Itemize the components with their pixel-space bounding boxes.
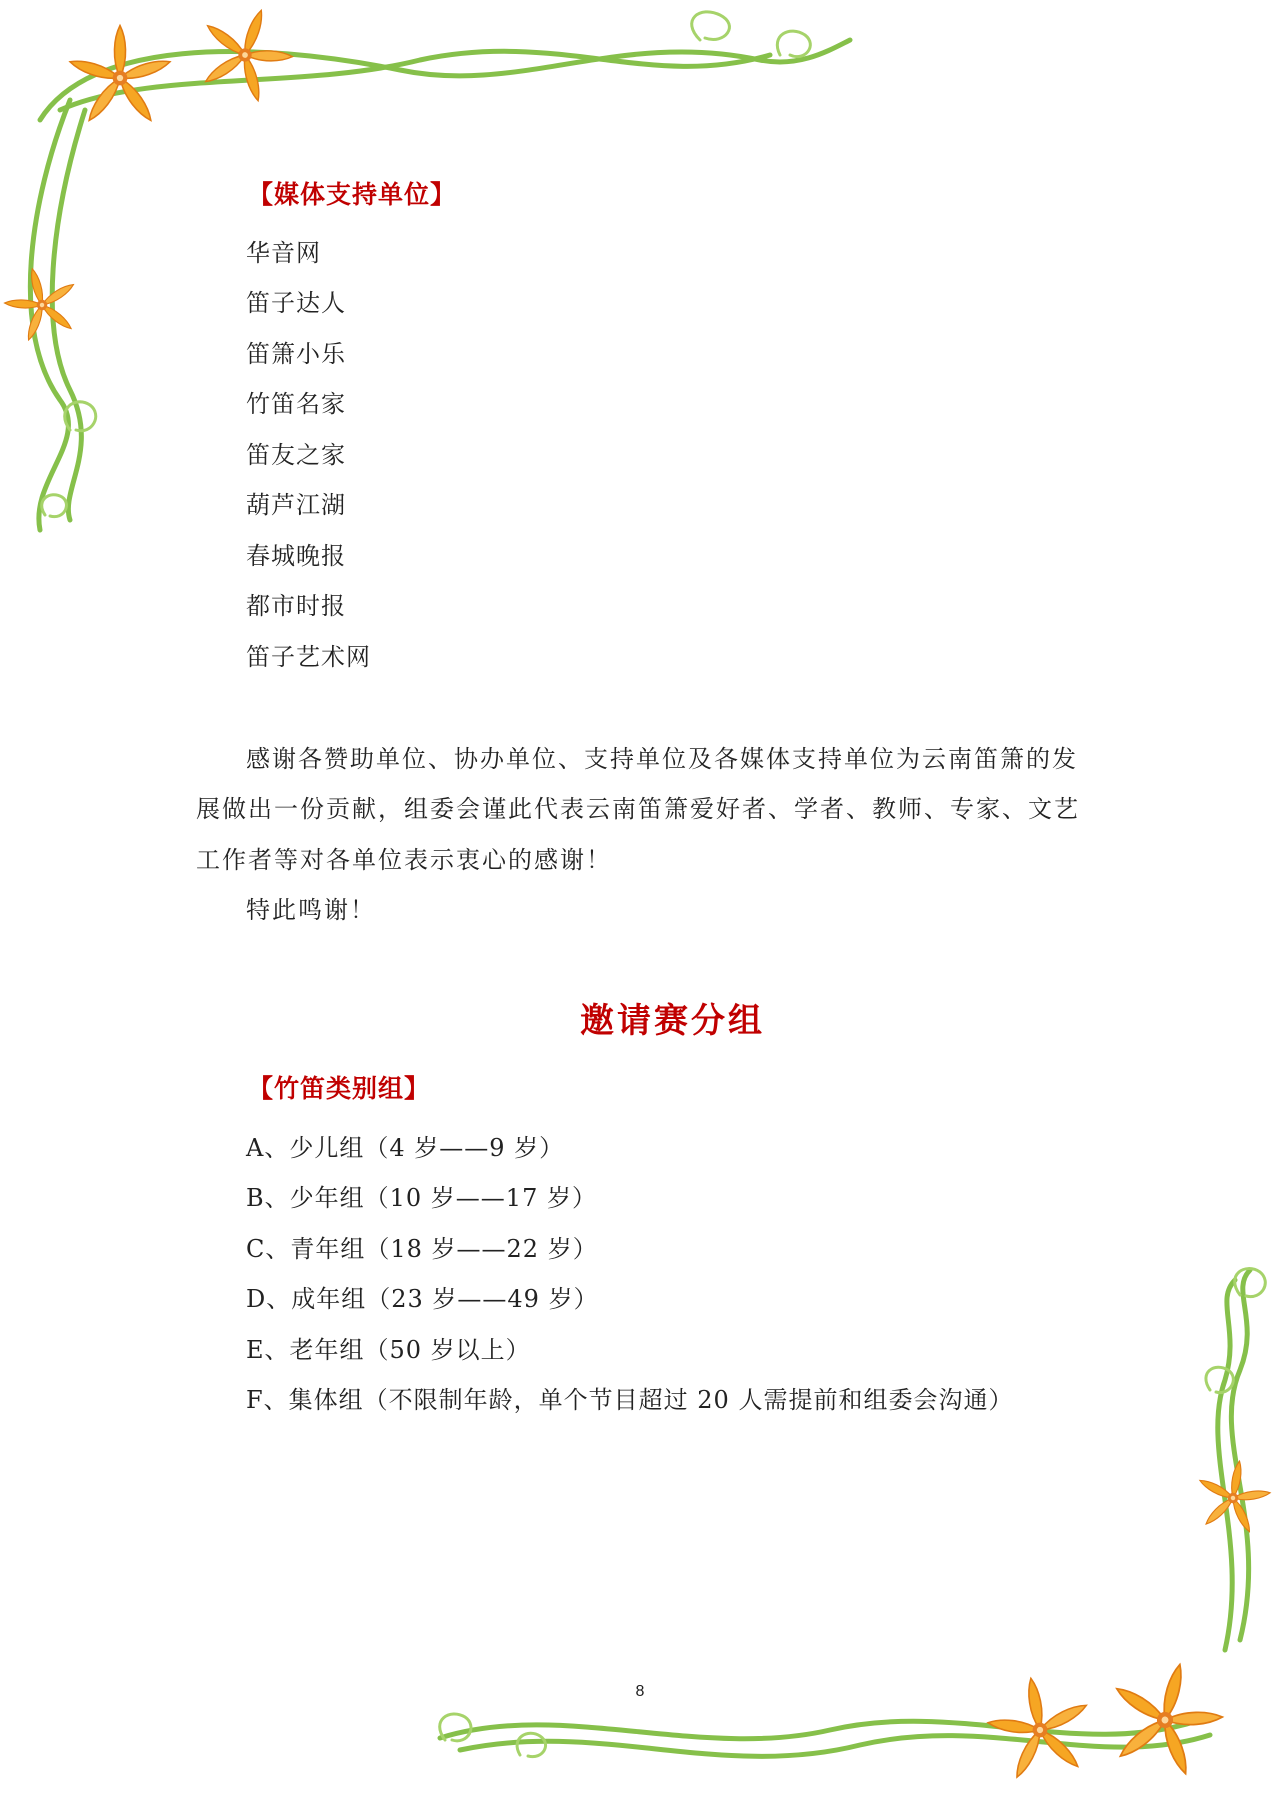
media-list-item: 华音网 bbox=[246, 239, 321, 267]
media-support-heading: 【媒体支持单位】 bbox=[248, 180, 457, 209]
group-list-item: C、青年组（18 岁——22 岁） bbox=[246, 1235, 598, 1263]
media-list-item: 春城晚报 bbox=[246, 542, 346, 570]
group-list-item: E、老年组（50 岁以上） bbox=[246, 1336, 531, 1364]
media-list-item: 笛友之家 bbox=[246, 441, 346, 469]
media-list-item: 笛子达人 bbox=[246, 289, 346, 317]
bamboo-flute-category-heading: 【竹笛类别组】 bbox=[248, 1074, 431, 1103]
media-list-item: 竹笛名家 bbox=[246, 390, 346, 418]
group-list-item: D、成年组（23 岁——49 岁） bbox=[246, 1285, 599, 1313]
media-list-item: 葫芦江湖 bbox=[246, 491, 346, 519]
page-number: 8 bbox=[635, 1683, 645, 1700]
thanks-closing: 特此鸣谢！ bbox=[246, 896, 376, 924]
group-list-item: A、少儿组（4 岁——9 岁） bbox=[246, 1134, 565, 1162]
group-list-item: B、少年组（10 岁——17 岁） bbox=[246, 1184, 597, 1212]
thanks-paragraph-line: 展做出一份贡献，组委会谨此代表云南笛箫爱好者、学者、教师、专家、文艺 bbox=[196, 795, 1080, 823]
invitational-groups-title: 邀请赛分组 bbox=[580, 1001, 765, 1041]
group-list-item: F、集体组（不限制年龄，单个节目超过 20 人需提前和组委会沟通） bbox=[246, 1386, 1014, 1414]
media-list-item: 笛子艺术网 bbox=[246, 643, 371, 671]
thanks-paragraph-line: 工作者等对各单位表示衷心的感谢！ bbox=[196, 846, 612, 874]
thanks-paragraph-line: 感谢各赞助单位、协办单位、支持单位及各媒体支持单位为云南笛箫的发 bbox=[246, 745, 1078, 773]
media-list-item: 笛箫小乐 bbox=[246, 340, 346, 368]
media-list-item: 都市时报 bbox=[246, 592, 346, 620]
